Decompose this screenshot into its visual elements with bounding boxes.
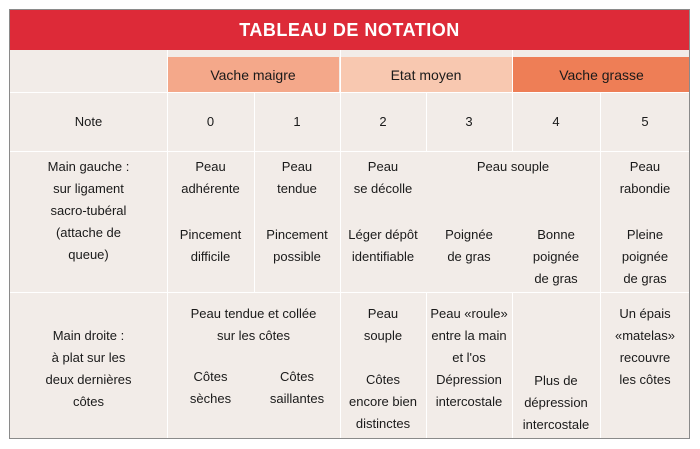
skin-text: Peau se décolle [353, 159, 413, 196]
left-pinch-0 [167, 224, 254, 290]
left-pinch-1 [254, 224, 340, 290]
right-hand-label [10, 325, 167, 425]
note-value: 1 [293, 113, 301, 129]
note-value: 4 [552, 113, 560, 129]
right-4 [512, 370, 600, 438]
left-hand-label-text: Main gauche : sur ligament sacro-tubéral (attache de queue) [47, 159, 130, 262]
category-label: Vache grasse [559, 66, 644, 83]
note-2 [340, 92, 426, 151]
left-pinch-5 [600, 224, 690, 292]
note-5 [600, 92, 690, 151]
note-3 [426, 92, 512, 151]
note-label-text: Note [74, 113, 103, 129]
category-vache-maigre [167, 57, 339, 92]
right-2 [340, 303, 426, 439]
rib-text: Plus de dépression intercostale [522, 373, 590, 432]
note-label [10, 92, 167, 151]
pinch-text: Poignée de gras [445, 227, 493, 264]
pinch-text: Pincement possible [266, 227, 328, 264]
rib-text: Un épais «matelas» recouvre les côtes [615, 306, 675, 387]
note-value: 3 [465, 113, 473, 129]
pinch-text: Pincement difficile [179, 227, 242, 264]
note-1 [254, 92, 340, 151]
note-0 [167, 92, 254, 151]
left-pinch-4 [512, 224, 600, 292]
left-hand-label [10, 156, 167, 288]
category-vache-grasse [513, 57, 690, 92]
left-skin-2 [340, 156, 426, 206]
skin-text: Peau rabondie [619, 159, 671, 196]
category-label: Vache maigre [210, 66, 296, 83]
note-value: 5 [641, 113, 649, 129]
left-skin-3-4 [426, 156, 600, 180]
right-0 [167, 366, 254, 416]
rib-text: Côtes saillantes [269, 369, 325, 406]
right-skin-merged [167, 303, 340, 353]
skin-text: Peau tendue et collée sur les côtes [190, 306, 317, 343]
skin-text: Peau adhérente [181, 159, 240, 196]
notation-table [9, 9, 690, 439]
left-skin-0 [167, 156, 254, 206]
skin-text: Peau souple [476, 159, 550, 174]
rib-text: Peau souple Côtes encore bien distinctes [349, 306, 417, 431]
pinch-text: Léger dépôt identifiable [348, 227, 418, 264]
right-3 [426, 303, 512, 439]
table-title: TABLEAU DE NOTATION [239, 19, 460, 40]
skin-text: Peau tendue [277, 159, 317, 196]
pinch-text: Pleine poignée de gras [621, 227, 669, 286]
title-bar [10, 10, 689, 50]
pinch-text: Bonne poignée de gras [532, 227, 580, 286]
right-hand-label-text: Main droite : à plat sur les deux dernières côtes [45, 328, 132, 409]
left-skin-5 [600, 156, 690, 206]
note-value: 0 [206, 113, 215, 129]
row-divider [10, 151, 689, 152]
left-pinch-2 [340, 224, 426, 290]
category-etat-moyen [340, 57, 512, 92]
left-pinch-3 [426, 224, 512, 290]
note-value: 2 [379, 113, 387, 129]
rib-text: Côtes sèches [189, 369, 232, 406]
category-label: Etat moyen [390, 66, 462, 83]
rib-text: Peau «roule» entre la main et l'os Dépression intercostale [430, 306, 508, 409]
note-4 [512, 92, 600, 151]
right-1 [254, 366, 340, 416]
left-skin-1 [254, 156, 340, 206]
right-5 [600, 303, 690, 403]
row-divider [10, 292, 689, 293]
